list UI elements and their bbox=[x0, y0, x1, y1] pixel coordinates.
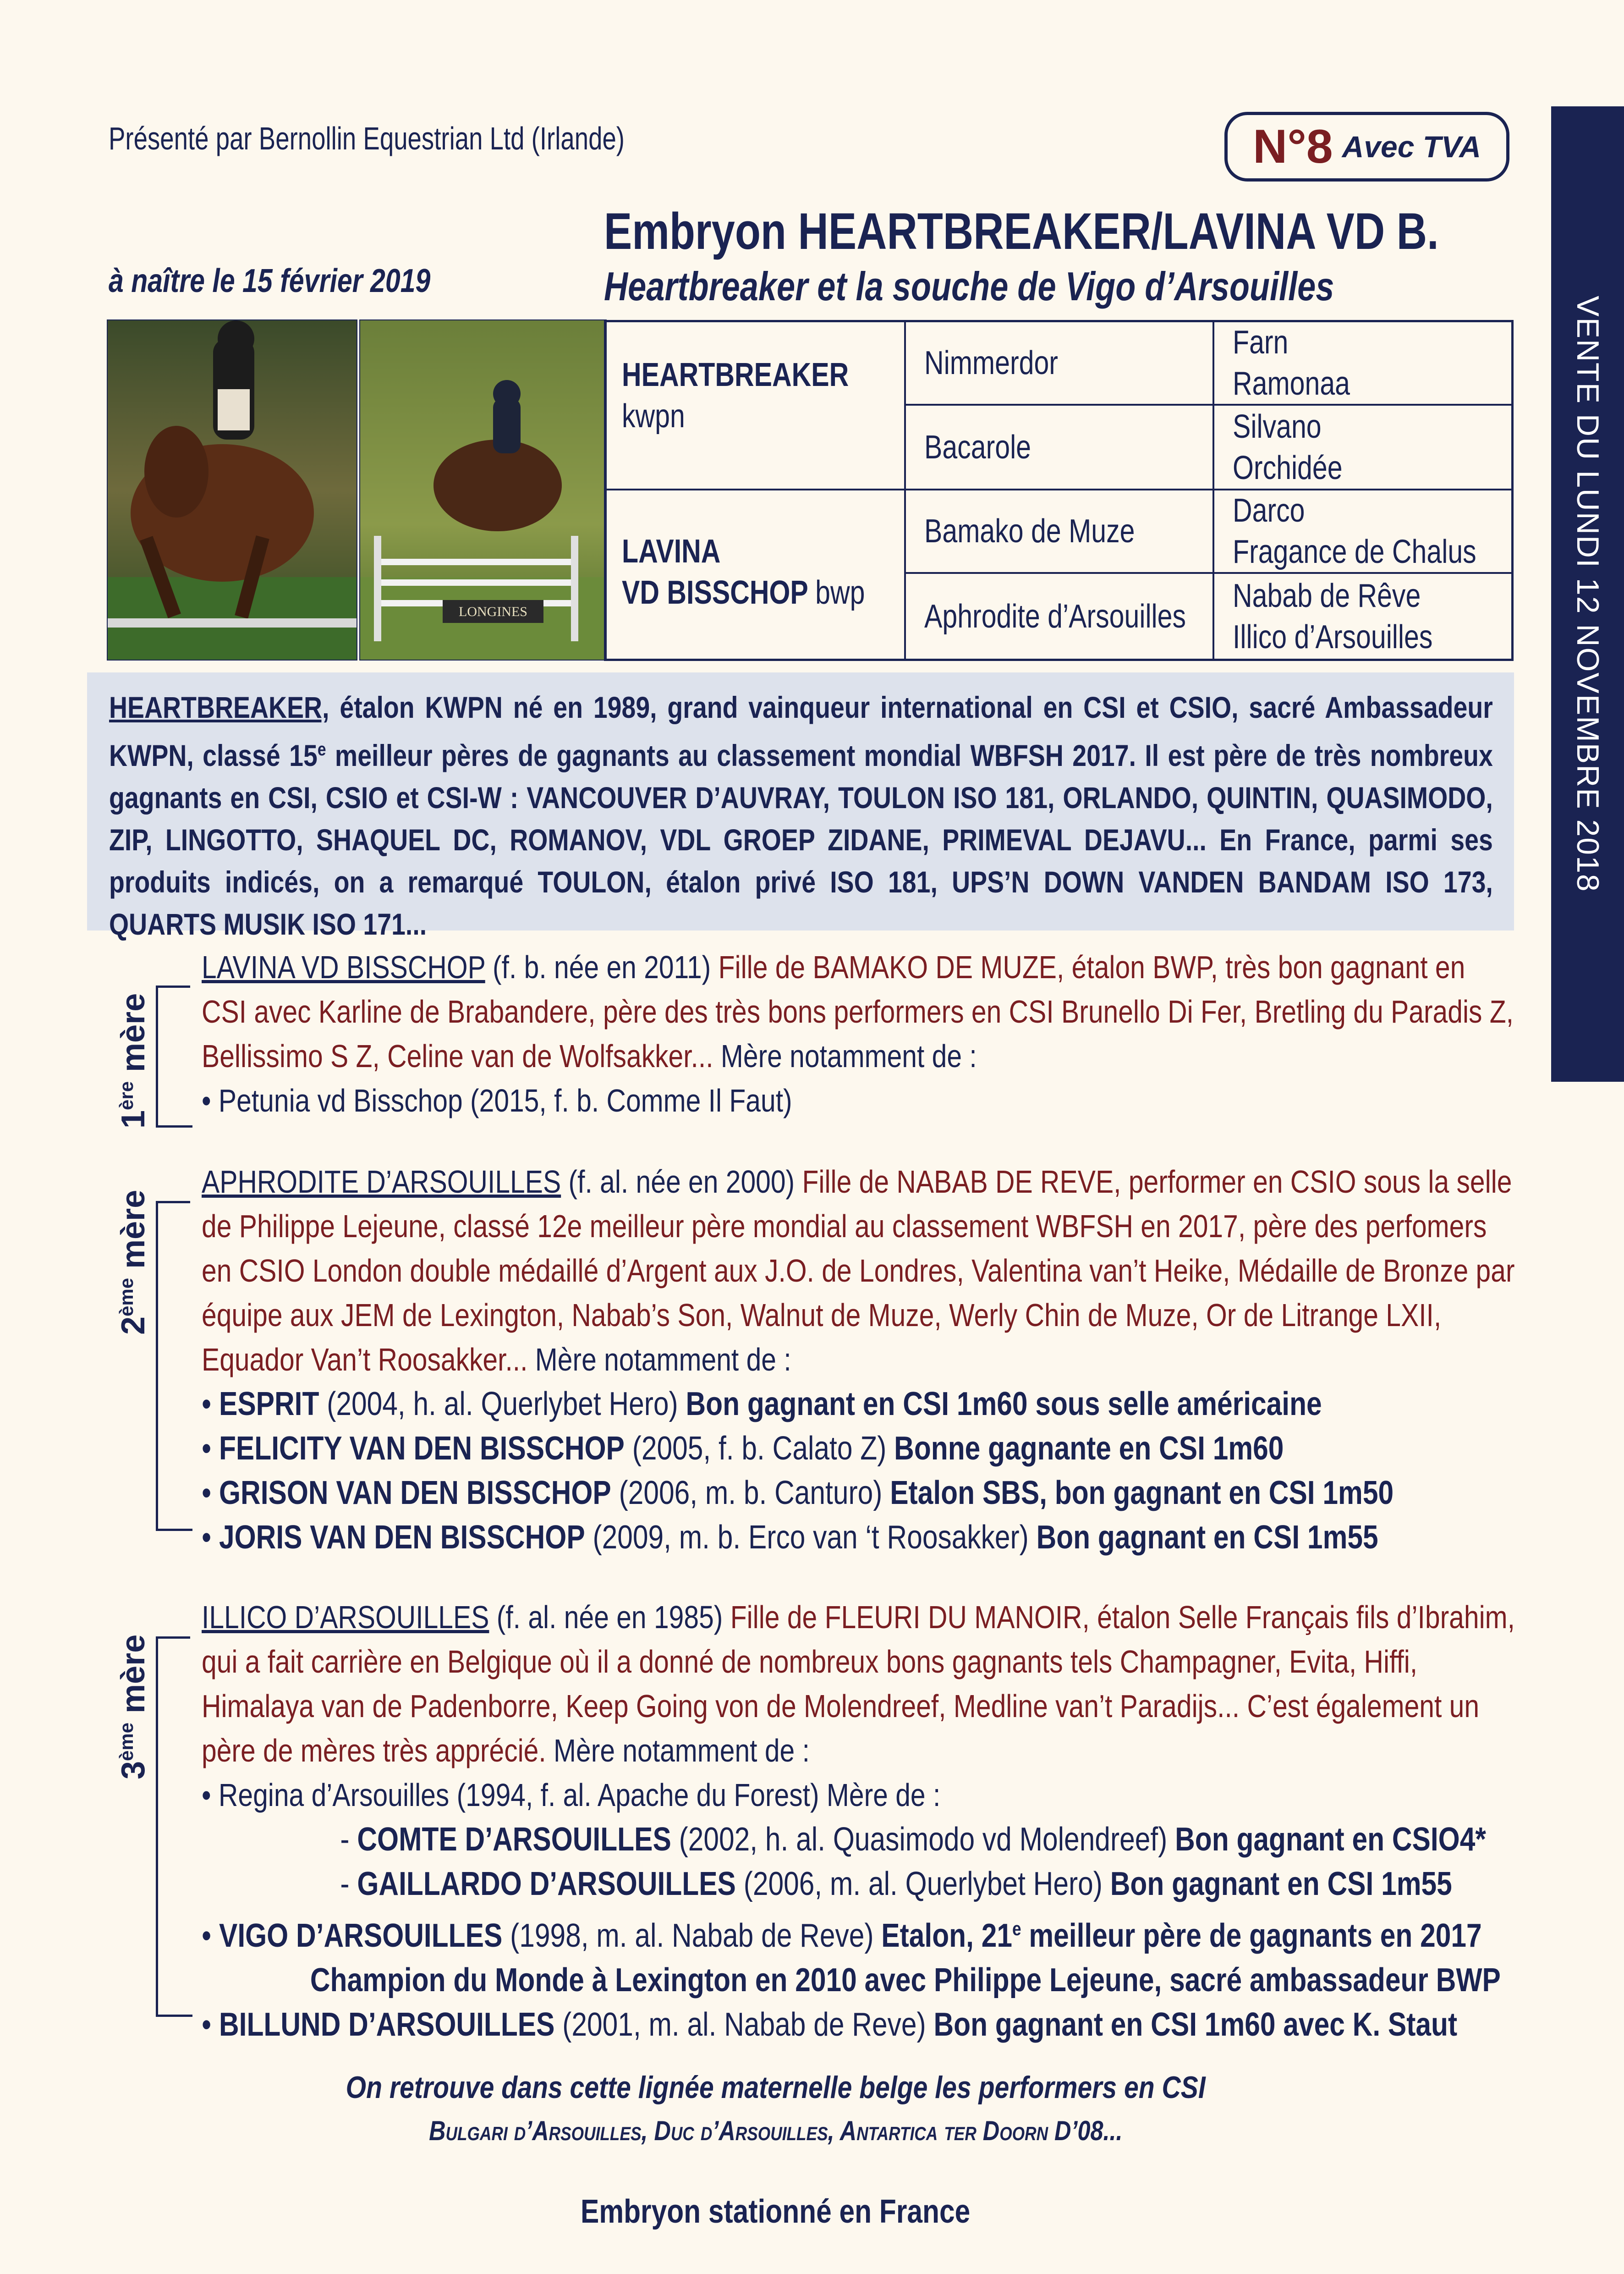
dam2-offspring-2 bbox=[202, 1426, 1517, 1471]
dam1-text: Fille de BAMAKO DE MUZE, étalon BWP, très bon gagnant en CSI avec Karline de Brabandere, père des très bons performers en CSI Brunello Di Fer, Bretling du Paradis Z, Bellissimo S Z, Celine van de Wolfsakker... bbox=[202, 949, 1514, 1074]
label-word: mère bbox=[115, 1189, 152, 1278]
dam-photo bbox=[359, 319, 607, 661]
dam3-section bbox=[202, 1595, 1517, 2047]
dam2-offspring-1 bbox=[202, 1382, 1517, 1426]
footer-line1 bbox=[0, 2070, 1551, 2105]
jumping-horse-image bbox=[108, 320, 357, 660]
offspring-name: VIGO D’ARSOUILLES bbox=[219, 1917, 503, 1954]
dash: - bbox=[340, 1821, 357, 1858]
showjumping-horse-image bbox=[360, 320, 606, 660]
bullet: • bbox=[202, 1386, 219, 1422]
dam2-text: Fille de NABAB DE REVE, performer en CSIO sous la selle de Philippe Lejeune, classé 12e meilleur père mondial au classement WBFSH en 2017, père des perfomers en CSIO London double médaillé d’Argent aux J.O. de Londres, Valentina van’t Heike, Médaille de Bronze par équipe aux JEM de Lexington, Nabab’s Son, Walnut de Muze, Werly Chin de Muze, Or de Litrange LXII, Equador Van’t Roosakker... bbox=[202, 1164, 1515, 1377]
g3-name: Orchidée bbox=[1233, 449, 1343, 486]
sire-sire-cell bbox=[924, 322, 1087, 404]
sire-photo bbox=[107, 319, 357, 661]
offspring-result: meilleur père de gagnants en 2017 bbox=[1021, 1917, 1482, 1954]
vat-label: Avec TVA bbox=[1342, 130, 1481, 164]
label-sup: ème bbox=[115, 1277, 137, 1316]
dam3-name: ILLICO D’ARSOUILLES bbox=[202, 1599, 489, 1635]
sire-dam-cell bbox=[924, 406, 1054, 489]
dam2-label bbox=[115, 1190, 152, 1335]
footer-line2-text: Bulgari d’Arsouilles, Duc d’Arsouilles, Antartica ter Doorn D’08... bbox=[428, 2115, 1123, 2146]
dam3-billund bbox=[202, 2003, 1517, 2047]
regina-offspring-1 bbox=[202, 1817, 1517, 1862]
g3-name: Farn bbox=[1233, 324, 1289, 361]
dam-sire: Bamako de Muze bbox=[924, 513, 1135, 550]
g3-cell-3 bbox=[1233, 490, 1530, 572]
offspring-name: COMTE D’ARSOUILLES bbox=[357, 1821, 671, 1858]
offspring-result: Etalon, 21 bbox=[881, 1917, 1012, 1954]
dam-dam: Aphrodite d’Arsouilles bbox=[924, 598, 1186, 635]
footer-line1-text: On retrouve dans cette lignée maternelle belge les performers en CSI bbox=[346, 2070, 1206, 2105]
dam-name-line1: LAVINA bbox=[622, 533, 721, 570]
dam1-name: LAVINA VD BISSCHOP bbox=[202, 949, 485, 985]
birth-date: à naître le 15 février 2019 bbox=[109, 263, 431, 299]
dam-sire-cell bbox=[924, 490, 1181, 572]
offspring-result: Etalon SBS, bon gagnant en CSI 1m50 bbox=[890, 1475, 1394, 1511]
offspring-result: Bon gagnant en CSI 1m60 sous selle américaine bbox=[686, 1386, 1322, 1422]
dam3-text: Fille de FLEURI DU MANOIR, étalon Selle Français fils d’Ibrahim, qui a fait carrière en Belgique où il a donné de nombreux bons gagnants tels Champagner, Evita, Hiffi, Himalaya van de Padenborre, Keep Going von de Molendreef, Medline van’t Paradijs... C’est également un père de mères très apprécié. bbox=[202, 1599, 1515, 1768]
dam-name-line2: VD BISSCHOP bbox=[622, 574, 808, 611]
offspring-name: BILLUND D’ARSOUILLES bbox=[219, 2006, 555, 2043]
offspring-info: (2002, h. al. Quasimodo vd Molendreef) bbox=[671, 1821, 1175, 1858]
offspring-info: (2001, m. al. Nabab de Reve) bbox=[554, 2006, 934, 2043]
sire-description-box bbox=[87, 672, 1514, 941]
label-num: 3 bbox=[115, 1761, 152, 1779]
sire-description bbox=[109, 686, 1493, 945]
g3-name: Nabab de Rêve bbox=[1233, 577, 1421, 614]
dam1-label bbox=[115, 993, 152, 1129]
label-word: mère bbox=[115, 1634, 152, 1723]
offspring-result: Bon gagnant en CSI 1m60 avec K. Staut bbox=[933, 2006, 1458, 2043]
dam2-offspring-4 bbox=[202, 1515, 1517, 1560]
lot-badge bbox=[1224, 112, 1509, 182]
offspring-result: Bon gagnant en CSI 1m55 bbox=[1036, 1519, 1378, 1556]
offspring-info: (1998, m. al. Nabab de Reve) bbox=[502, 1917, 882, 1954]
sire-sire: Nimmerdor bbox=[924, 345, 1058, 381]
sire-breed: kwpn bbox=[622, 398, 685, 435]
dam1-section bbox=[202, 945, 1517, 1123]
dam1-mother-of: Mère notamment de : bbox=[713, 1038, 977, 1074]
label-num: 1 bbox=[115, 1110, 152, 1129]
g3-cell-2 bbox=[1233, 406, 1366, 489]
bullet: • bbox=[202, 2006, 219, 2043]
footer-line3 bbox=[0, 2193, 1551, 2230]
dash: - bbox=[340, 1866, 357, 1902]
footer-line2 bbox=[0, 2115, 1551, 2147]
bullet: • bbox=[202, 1917, 219, 1954]
sire-cell bbox=[622, 350, 899, 441]
dam3-regina: • Regina d’Arsouilles (1994, f. al. Apache du Forest) Mère de : bbox=[202, 1777, 941, 1813]
pedigree-table bbox=[604, 320, 1514, 661]
offspring-name: ESPRIT bbox=[219, 1386, 319, 1422]
dam-cell bbox=[622, 515, 918, 629]
sire-name: HEARTBREAKER bbox=[622, 357, 849, 393]
regina-offspring-2 bbox=[202, 1862, 1517, 1906]
dam1-offspring: • Petunia vd Bisschop (2015, f. b. Comme Il Faut) bbox=[202, 1083, 792, 1118]
dam3-label bbox=[115, 1635, 152, 1779]
offspring-result: Bon gagnant en CSI 1m55 bbox=[1110, 1866, 1452, 1902]
sire-description-text: étalon KWPN né en 1989, grand vainqueur international en CSI et CSIO, sacré Ambassadeur KWPN, classé 15 bbox=[109, 690, 1493, 772]
g3-name: Ramonaa bbox=[1233, 365, 1350, 402]
label-sup: ème bbox=[115, 1722, 137, 1761]
g3-cell-1 bbox=[1233, 322, 1376, 404]
footer-line3-text: Embryon stationné en France bbox=[581, 2193, 971, 2230]
dam2-offspring-3 bbox=[202, 1471, 1517, 1515]
sire-description-name: HEARTBREAKER, bbox=[109, 690, 329, 724]
offspring-info: (2005, f. b. Calato Z) bbox=[624, 1430, 894, 1467]
side-banner-text: VENTE DU LUNDI 12 NOVEMBRE 2018 bbox=[1570, 296, 1605, 892]
page-subtitle: Heartbreaker et la souche de Vigo d’Arsouilles bbox=[604, 264, 1334, 309]
offspring-info: (2009, m. b. Erco van ‘t Roosakker) bbox=[585, 1519, 1037, 1556]
dam-dam-cell bbox=[924, 574, 1243, 659]
offspring-info: (2004, h. al. Querlybet Hero) bbox=[319, 1386, 686, 1422]
g3-name: Darco bbox=[1233, 492, 1305, 529]
offspring-info: (2006, m. al. Querlybet Hero) bbox=[735, 1866, 1110, 1902]
dam2-mother-of: Mère notamment de : bbox=[527, 1342, 791, 1377]
offspring-name: GAILLARDO D’ARSOUILLES bbox=[357, 1866, 736, 1902]
offspring-name: FELICITY VAN DEN BISSCHOP bbox=[219, 1430, 625, 1467]
bullet: • bbox=[202, 1430, 219, 1467]
dam2-section bbox=[202, 1160, 1517, 1560]
g3-name: Silvano bbox=[1233, 408, 1322, 445]
sire-dam: Bacarole bbox=[924, 429, 1031, 466]
side-banner-text-wrap bbox=[1551, 106, 1624, 1082]
page-title: Embryon HEARTBREAKER/LAVINA VD B. bbox=[604, 203, 1439, 260]
label-sup: ère bbox=[115, 1081, 137, 1110]
offspring-info: (2006, m. b. Canturo) bbox=[611, 1475, 890, 1511]
lot-number: N°8 bbox=[1253, 120, 1333, 173]
label-num: 2 bbox=[115, 1316, 152, 1335]
bullet: • bbox=[202, 1519, 219, 1556]
dam2-name: APHRODITE D’ARSOUILLES bbox=[202, 1164, 561, 1200]
offspring-name: JORIS VAN DEN BISSCHOP bbox=[219, 1519, 585, 1556]
g3-name: Illico d’Arsouilles bbox=[1233, 618, 1433, 655]
dam3-info: (f. al. née en 1985) bbox=[489, 1599, 730, 1635]
ordinal-sup: e bbox=[317, 739, 326, 760]
offspring-result: Bon gagnant en CSIO4* bbox=[1175, 1821, 1486, 1858]
ordinal-sup: e bbox=[1012, 1918, 1021, 1939]
dam-breed: bwp bbox=[815, 574, 865, 611]
dam2-info: (f. al. née en 2000) bbox=[561, 1164, 802, 1200]
offspring-name: GRISON VAN DEN BISSCHOP bbox=[219, 1475, 611, 1511]
presenter-line: Présenté par Bernollin Equestrian Ltd (Irlande) bbox=[109, 121, 625, 156]
longines-banner: LONGINES bbox=[459, 604, 527, 619]
dam3-vigo bbox=[202, 1906, 1517, 1958]
bullet: • bbox=[202, 1475, 219, 1511]
dam1-info: (f. b. née en 2011) bbox=[485, 949, 719, 985]
label-word: mère bbox=[115, 993, 152, 1081]
dam3-mother-of: Mère notamment de : bbox=[546, 1733, 810, 1768]
g3-name: Fragance de Chalus bbox=[1233, 534, 1476, 570]
dam3-vigo-line2: Champion du Monde à Lexington en 2010 avec Philippe Lejeune, sacré ambassadeur BWP bbox=[310, 1962, 1501, 1999]
g3-cell-4 bbox=[1233, 574, 1476, 659]
offspring-result: Bonne gagnante en CSI 1m60 bbox=[894, 1430, 1284, 1467]
sire-description-text: meilleur pères de gagnants au classement mondial WBFSH 2017. Il est père de très nombreux gagnants en CSI, CSIO et CSI-W : VANCOUVER D’AUVRAY, TOULON ISO 181, ORLANDO, QUINTIN, QUASIMODO, ZIP, LINGOTTO, SHAQUEL DC, ROMANOV, VDL GROEP ZIDANE, PRIMEVAL DEJAVU... En France, parmi ses produits indicés, on a remarqué TOULON, étalon privé ISO 181, UPS’N DOWN VANDEN BANDAM ISO 173, QUARTS MUSIK ISO 171... bbox=[109, 738, 1493, 941]
